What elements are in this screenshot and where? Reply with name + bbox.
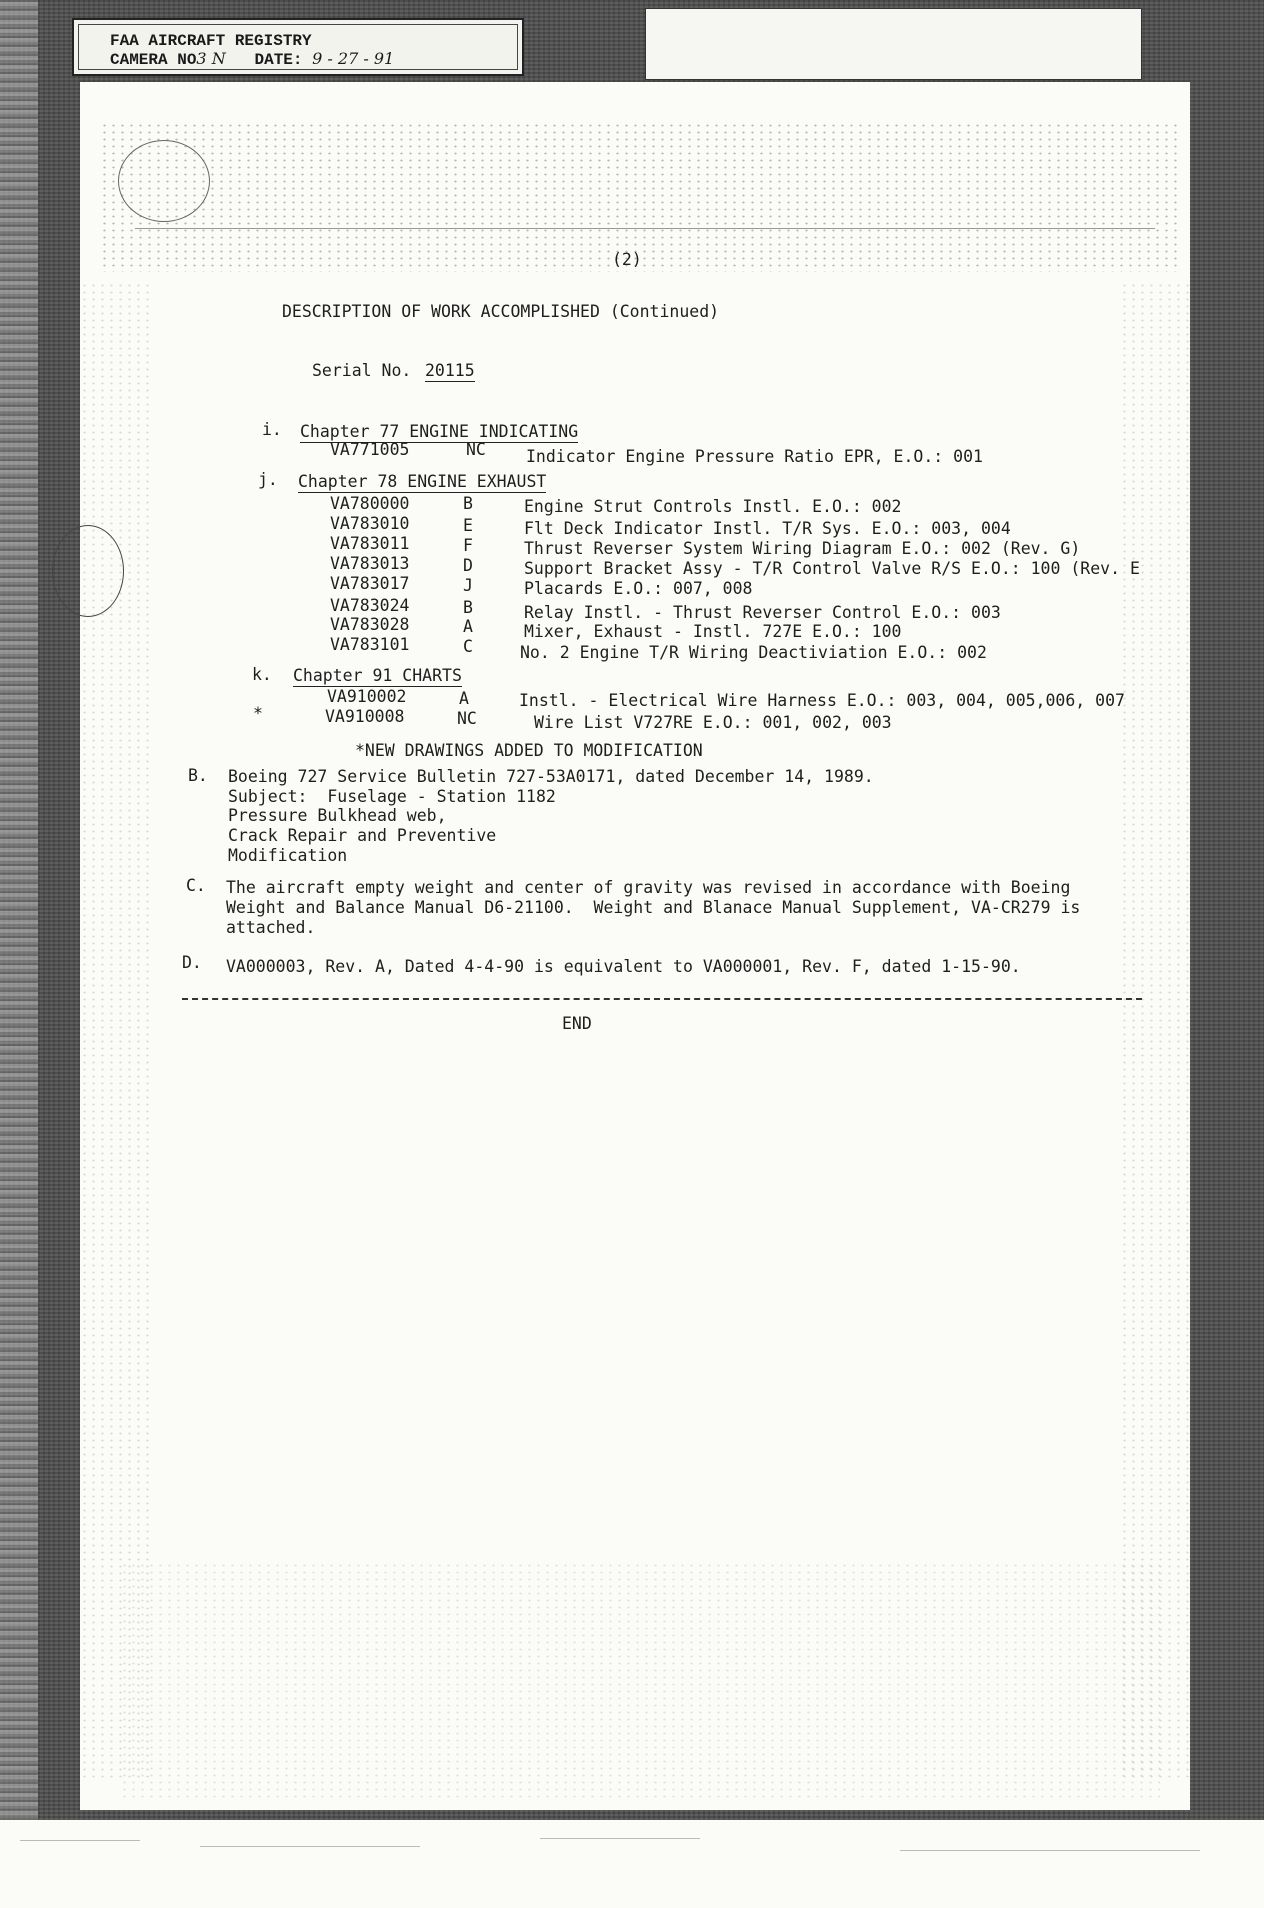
table-cell-drawing: VA771005	[330, 440, 410, 459]
table-cell-description: Flt Deck Indicator Instl. T/R Sys. E.O.: 003, 004	[524, 519, 1011, 538]
serial-value: 20115	[425, 361, 475, 380]
table-cell-revision: E	[463, 516, 473, 535]
table-cell-revision: B	[463, 494, 473, 513]
table-cell-description: No. 2 Engine T/R Wiring Deactiviation E.O.: 002	[520, 643, 987, 662]
item-c-line: Weight and Balance Manual D6-21100. Weight and Blanace Manual Supplement, VA-CR279 is	[226, 898, 1081, 917]
table-cell-revision: J	[463, 576, 473, 595]
table-cell-description: Support Bracket Assy - T/R Control Valve R/S E.O.: 100 (Rev. E	[524, 559, 1140, 578]
table-cell-description: Instl. - Electrical Wire Harness E.O.: 003, 004, 005,006, 007	[519, 691, 1125, 710]
table-cell-description: Placards E.O.: 007, 008	[524, 579, 753, 598]
table-cell-description: Relay Instl. - Thrust Reverser Control E.O.: 003	[524, 603, 1001, 622]
item-i-marker: i.	[262, 420, 282, 439]
item-d-marker: D.	[182, 953, 202, 972]
new-drawings-note: *NEW DRAWINGS ADDED TO MODIFICATION	[355, 741, 703, 760]
table-cell-drawing: VA783017	[330, 574, 410, 593]
item-d-text: VA000003, Rev. A, Dated 4-4-90 is equivalent to VA000001, Rev. F, dated 1-15-90.	[226, 957, 1021, 976]
table-cell-drawing: VA783010	[330, 514, 410, 533]
table-cell-description: Indicator Engine Pressure Ratio EPR, E.O.: 001	[526, 447, 983, 466]
table-cell-drawing: VA783013	[330, 554, 410, 573]
item-c-marker: C.	[186, 876, 206, 895]
table-cell-revision: A	[463, 617, 473, 636]
item-b-line: Modification	[228, 846, 348, 865]
item-c-line: The aircraft empty weight and center of gravity was revised in accordance with Boeing	[226, 878, 1071, 897]
stamp-title: FAA AIRCRAFT REGISTRY	[110, 32, 312, 50]
table-cell-revision: F	[463, 536, 473, 555]
item-i-title: Chapter 77 ENGINE INDICATING	[300, 422, 579, 441]
camera-label: CAMERA NO	[110, 51, 197, 69]
serial-label: Serial No.	[312, 361, 412, 380]
item-b-line: Pressure Bulkhead web,	[228, 806, 447, 825]
table-cell-description: Engine Strut Controls Instl. E.O.: 002	[524, 497, 902, 516]
table-cell-drawing: VA780000	[330, 494, 410, 513]
item-k-title: Chapter 91 CHARTS	[293, 666, 462, 685]
table-cell-drawing: VA783011	[330, 534, 410, 553]
table-cell-description: Mixer, Exhaust - Instl. 727E E.O.: 100	[524, 622, 902, 641]
table-cell-drawing: VA910008	[325, 707, 405, 726]
camera-value: 3 N	[196, 49, 226, 68]
new-drawing-star: *	[253, 704, 263, 723]
dashed-separator	[182, 998, 1142, 1000]
table-cell-revision: B	[463, 598, 473, 617]
table-cell-drawing: VA783024	[330, 596, 410, 615]
table-cell-revision: A	[459, 689, 469, 708]
section-heading: DESCRIPTION OF WORK ACCOMPLISHED (Continued)	[282, 302, 720, 321]
item-k-marker: k.	[252, 665, 272, 684]
item-j-marker: j.	[258, 470, 278, 489]
item-b-line: Boeing 727 Service Bulletin 727-53A0171, dated December 14, 1989.	[228, 767, 874, 786]
table-cell-description: Wire List V727RE E.O.: 001, 002, 003	[534, 713, 892, 732]
page-number: (2)	[612, 250, 642, 269]
item-b-line: Crack Repair and Preventive	[228, 826, 497, 845]
date-label: DATE:	[254, 51, 303, 69]
item-c-line: attached.	[226, 918, 316, 937]
table-cell-drawing: VA910002	[327, 687, 407, 706]
table-cell-revision: C	[463, 637, 473, 656]
table-cell-revision: D	[463, 556, 473, 575]
table-cell-drawing: VA783101	[330, 635, 410, 654]
item-b-marker: B.	[188, 766, 208, 785]
item-j-title: Chapter 78 ENGINE EXHAUST	[298, 472, 547, 491]
table-cell-revision: NC	[466, 440, 486, 459]
table-cell-revision: NC	[457, 709, 477, 728]
end-marker: END	[562, 1014, 592, 1033]
date-value: 9 - 27 - 91	[312, 49, 395, 68]
item-b-line: Subject: Fuselage - Station 1182	[228, 787, 556, 806]
table-cell-drawing: VA783028	[330, 615, 410, 634]
table-cell-description: Thrust Reverser System Wiring Diagram E.O.: 002 (Rev. G)	[524, 539, 1081, 558]
